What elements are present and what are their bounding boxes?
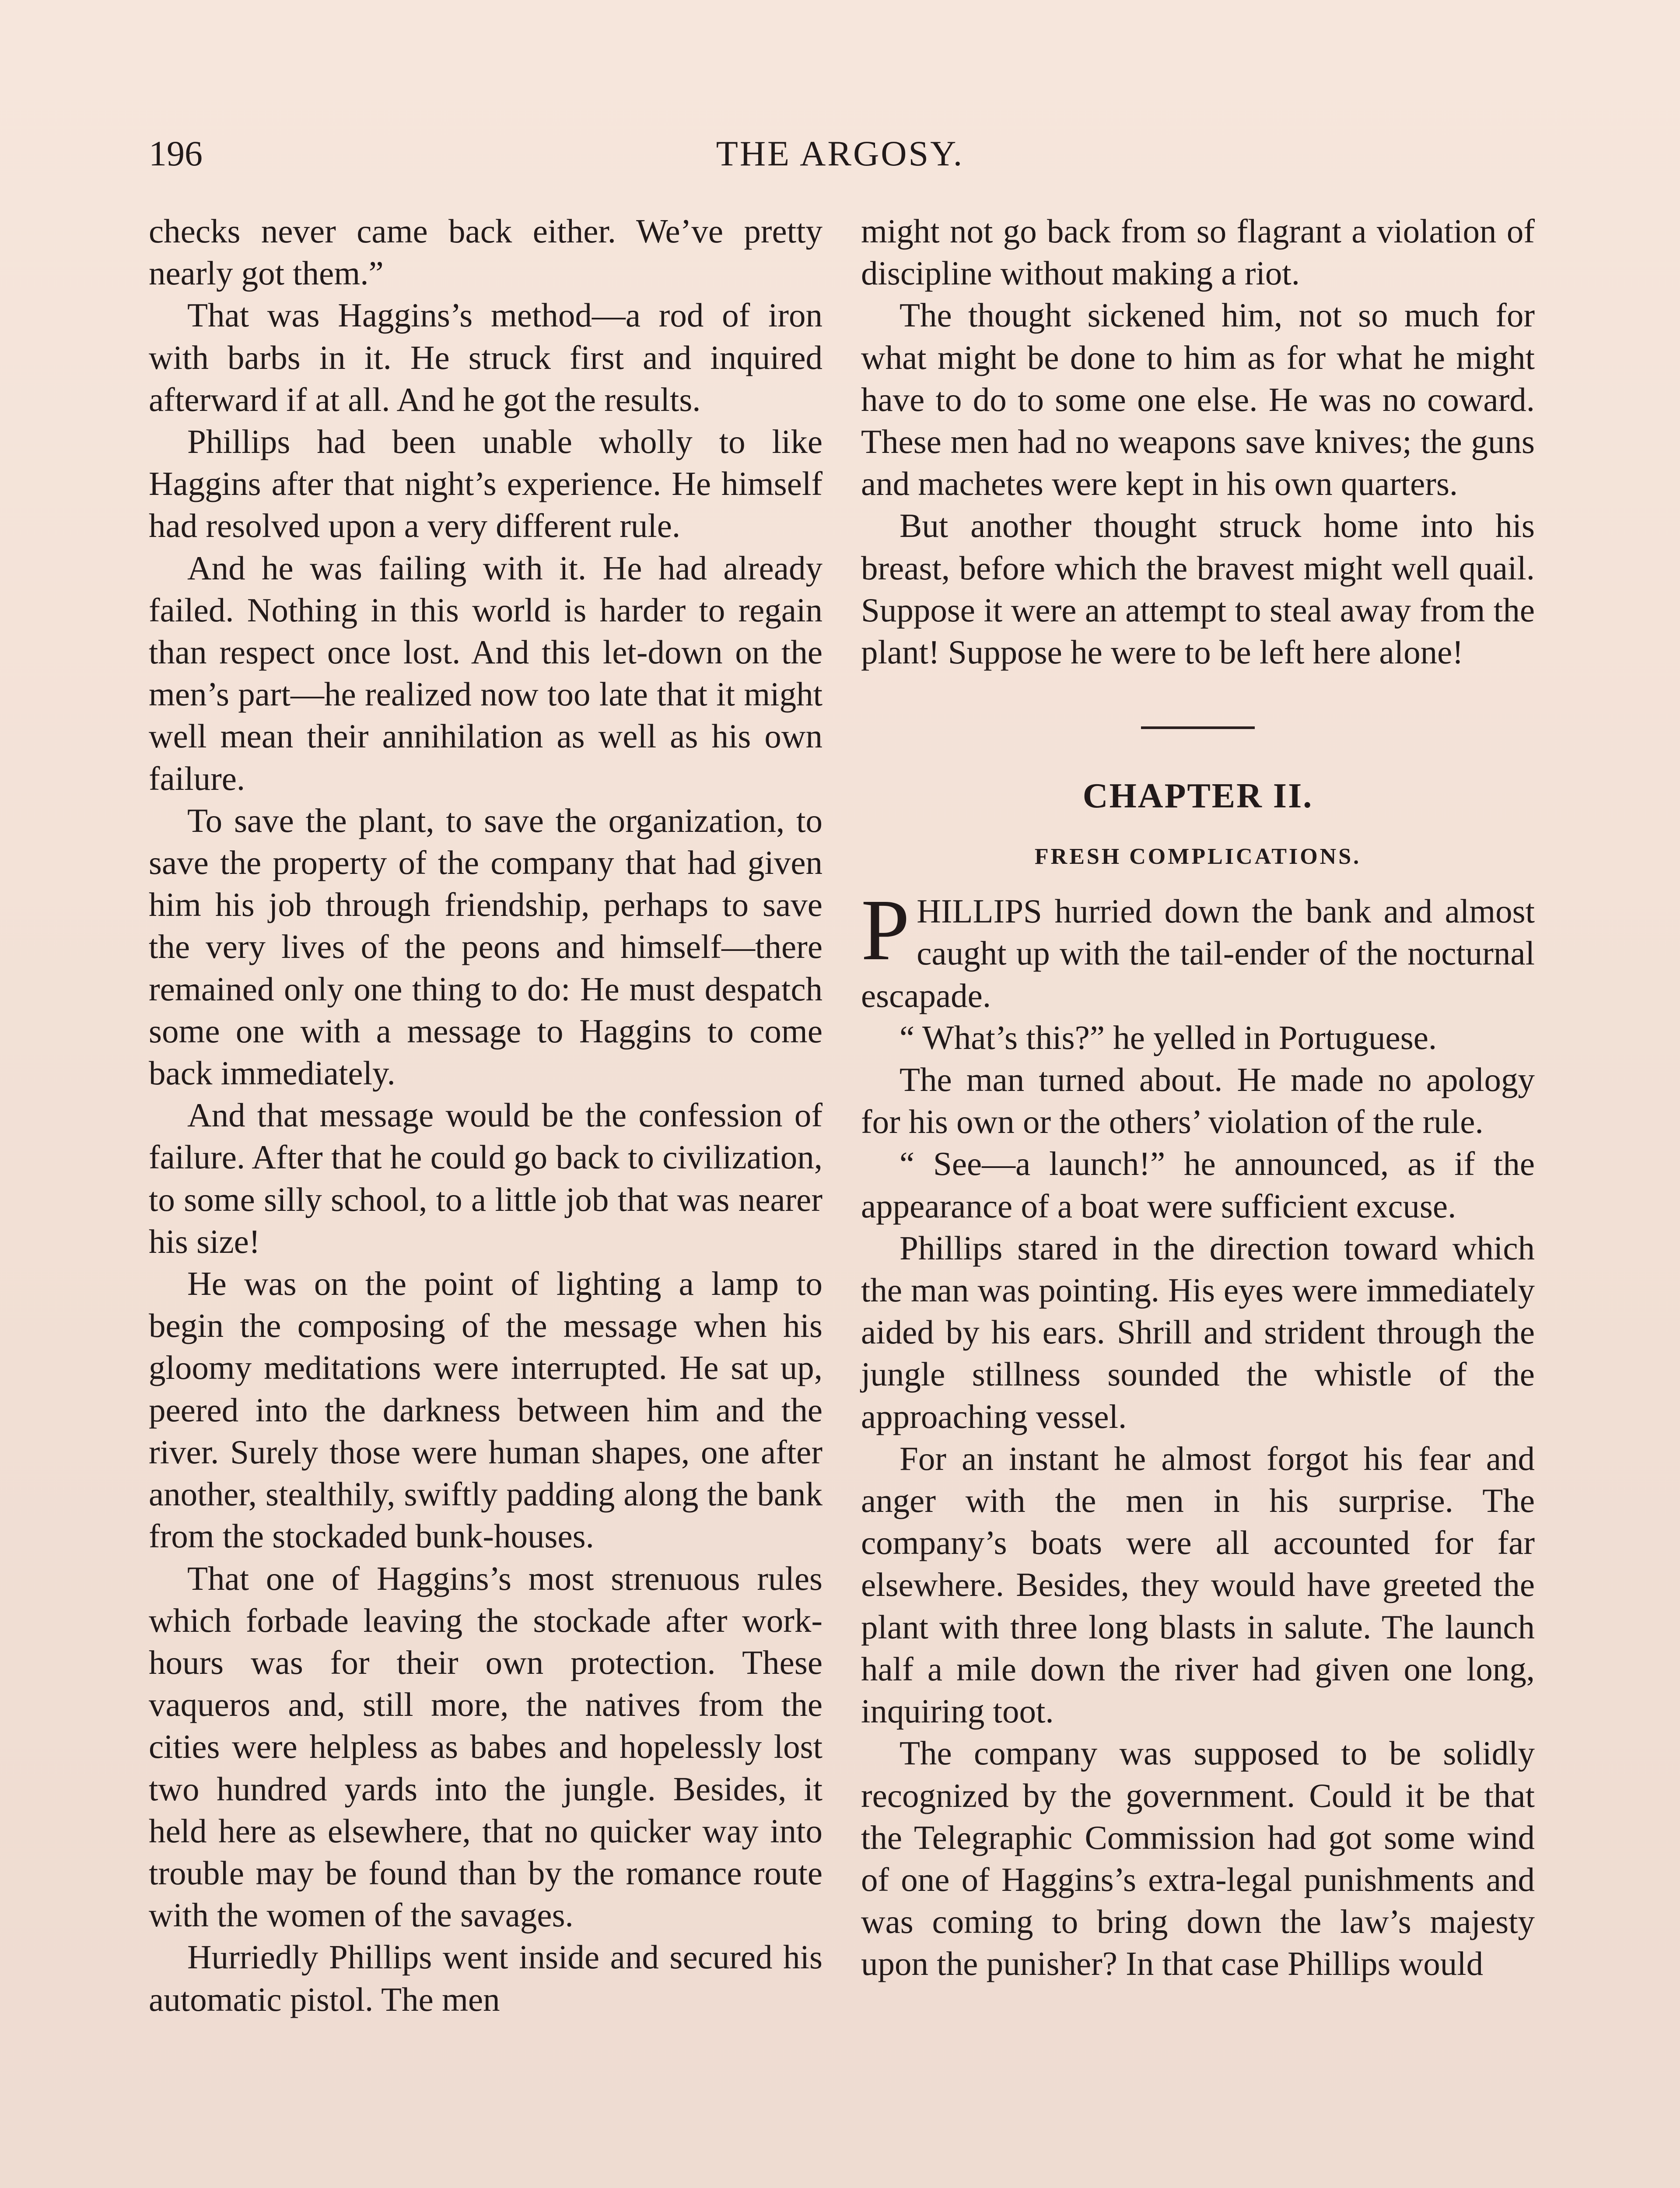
paragraph: For an instant he almost forgot his fear and anger with the men in his surprise. The company’s boats were all accounted for far elsewhere. Besides, they would have greeted the plant with three long blasts in salute. The launch half a mile down the river had given one long, inquiring toot. [861,1439,1535,1730]
paragraph: Phillips stared in the direction toward which the man was pointing. His eyes were immediately aided by his ears. Shrill and strident through the jungle stillness sounded the whistle of the approaching vessel. [861,1229,1535,1435]
drop-cap: P [861,882,910,979]
paragraph: That was Haggins’s method—a rod of iron with barbs in it. He struck first and inquired afterward if at all. And he got the results. [149,296,822,418]
paragraph: might not go back from so flagrant a violation of discipline without making a riot. [861,212,1535,292]
section-divider [1141,726,1255,729]
chapter-title: CHAPTER II. [1082,777,1313,816]
page-header [144,130,1536,178]
page-number: 196 [149,133,203,173]
left-column [149,210,822,2020]
running-title: THE ARGOSY. [716,133,964,173]
paragraph: The company was supposed to be solidly recognized by the government. Could it be that the Telegraphic Commission had got some wind of one of Haggins’s extra-legal punishments and was coming to bring down the law’s majesty upon the punisher? In that case Phillips would [861,1734,1535,1983]
chapter-subtitle: FRESH COMPLICATIONS. [1034,844,1362,870]
paragraph: To save the plant, to save the organization, to save the property of the company that had given him his job through friendship, perhaps to save the very lives of the peons and himself—there remained only one thing to do: He must despatch some one with a message to Haggins to come back immediately. [149,801,822,1092]
opening-text: HILLIPS hurried down the bank and almost caught up with the tail-ender of the nocturnal escapade. [861,892,1535,1014]
chapter-opening-paragraph [861,882,1535,1017]
paragraph: And he was failing with it. He had already failed. Nothing in this world is harder to regain than respect once lost. And this let-down on the men’s part—he realized now too late that it might well mean their annihilation as well as his own failure. [149,549,822,797]
paragraph: The man turned about. He made no apology for his own or the others’ violation of the rule. [861,1061,1535,1141]
paragraph: checks never came back either. We’ve pretty nearly got them.” [149,212,822,292]
right-column [861,210,1535,1985]
paragraph: Phillips had been unable wholly to like Haggins after that night’s experience. He himself had resolved upon a very different rule. [149,423,822,545]
paragraph: “ What’s this?” he yelled in Portuguese. [900,1018,1437,1056]
paragraph: The thought sickened him, not so much for what might be done to him as for what he might have to do to some one else. He was no coward. These men had no weapons save knives; the guns and machetes were kept in his own quarters. [861,296,1535,503]
paragraph: “ See—a launch!” he announced, as if the appearance of a boat were sufficient excuse. [861,1145,1535,1225]
paragraph: And that message would be the confession of failure. After that he could go back to civilization, to some silly school, to a little job that was nearer his size! [149,1096,822,1260]
paragraph: Hurriedly Phillips went inside and secured his automatic pistol. The men [149,1938,822,2018]
paragraph: But another thought struck home into his breast, before which the bravest might well quail. Suppose it were an attempt to steal away from the plant! Suppose he were to be left here alone! [861,507,1535,671]
paragraph: That one of Haggins’s most strenuous rules which forbade leaving the stockade after work-hours was for their own protection. These vaqueros and, still more, the natives from the cities were helpless as babes and hopelessly lost two hundred yards into the jungle. Besides, it held here as elsewhere, that no quicker way into trouble may be found than by the romance route with the women of the savages. [149,1559,822,1934]
paragraph: He was on the point of lighting a lamp to begin the composing of the message when his gloomy meditations were interrupted. He sat up, peered into the darkness between him and the river. Surely those were human shapes, one after another, stealthily, swiftly padding along the bank from the stockaded bunk-houses. [149,1265,822,1555]
